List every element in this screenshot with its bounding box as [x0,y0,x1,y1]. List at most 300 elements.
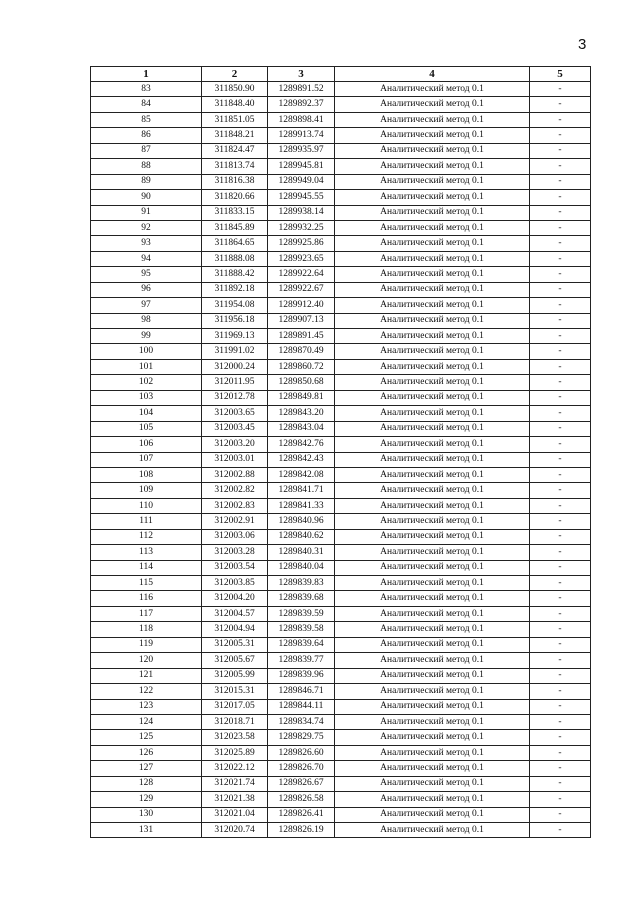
method-cell: Аналитический метод 0.1 [335,159,530,174]
method-cell: Аналитический метод 0.1 [335,761,530,776]
note-cell: - [530,823,591,838]
table-row [91,190,591,205]
point-number-cell: 122 [91,684,202,699]
method-cell: Аналитический метод 0.1 [335,637,530,652]
point-number-cell: 88 [91,159,202,174]
y-coordinate-cell: 1289841.33 [268,498,335,513]
y-coordinate-cell: 1289839.83 [268,576,335,591]
note-cell: - [530,344,591,359]
table-row [91,406,591,421]
method-cell: Аналитический метод 0.1 [335,714,530,729]
x-coordinate-cell: 311850.90 [202,82,268,97]
y-coordinate-cell: 1289846.71 [268,684,335,699]
table-row [91,143,591,158]
note-cell: - [530,761,591,776]
table-row [91,591,591,606]
x-coordinate-cell: 311851.05 [202,112,268,127]
note-cell: - [530,560,591,575]
y-coordinate-cell: 1289945.55 [268,190,335,205]
x-coordinate-cell: 312003.20 [202,437,268,452]
method-cell: Аналитический метод 0.1 [335,390,530,405]
table-row [91,684,591,699]
x-coordinate-cell: 312002.82 [202,483,268,498]
point-number-cell: 92 [91,220,202,235]
y-coordinate-cell: 1289892.37 [268,97,335,112]
y-coordinate-cell: 1289922.64 [268,267,335,282]
method-cell: Аналитический метод 0.1 [335,406,530,421]
y-coordinate-cell: 1289826.58 [268,792,335,807]
point-number-cell: 112 [91,529,202,544]
method-cell: Аналитический метод 0.1 [335,251,530,266]
table-row [91,576,591,591]
method-cell: Аналитический метод 0.1 [335,375,530,390]
note-cell: - [530,622,591,637]
x-coordinate-cell: 312003.54 [202,560,268,575]
note-cell: - [530,668,591,683]
x-coordinate-cell: 312020.74 [202,823,268,838]
table-row [91,112,591,127]
y-coordinate-cell: 1289913.74 [268,128,335,143]
point-number-cell: 97 [91,298,202,313]
table-row [91,359,591,374]
table-body [91,82,591,838]
y-coordinate-cell: 1289932.25 [268,220,335,235]
method-cell: Аналитический метод 0.1 [335,267,530,282]
point-number-cell: 129 [91,792,202,807]
point-number-cell: 96 [91,282,202,297]
method-cell: Аналитический метод 0.1 [335,359,530,374]
x-coordinate-cell: 312017.05 [202,699,268,714]
method-cell: Аналитический метод 0.1 [335,745,530,760]
note-cell: - [530,406,591,421]
note-cell: - [530,251,591,266]
x-coordinate-cell: 312003.28 [202,545,268,560]
note-cell: - [530,745,591,760]
table-row [91,82,591,97]
y-coordinate-cell: 1289840.04 [268,560,335,575]
table-row [91,344,591,359]
point-number-cell: 109 [91,483,202,498]
column-header: 3 [268,67,335,82]
x-coordinate-cell: 312025.89 [202,745,268,760]
note-cell: - [530,714,591,729]
method-cell: Аналитический метод 0.1 [335,514,530,529]
method-cell: Аналитический метод 0.1 [335,545,530,560]
y-coordinate-cell: 1289840.62 [268,529,335,544]
note-cell: - [530,128,591,143]
x-coordinate-cell: 312003.85 [202,576,268,591]
x-coordinate-cell: 311848.21 [202,128,268,143]
method-cell: Аналитический метод 0.1 [335,807,530,822]
table-row [91,267,591,282]
x-coordinate-cell: 312002.83 [202,498,268,513]
point-number-cell: 128 [91,776,202,791]
note-cell: - [530,452,591,467]
method-cell: Аналитический метод 0.1 [335,606,530,621]
table-row [91,437,591,452]
method-cell: Аналитический метод 0.1 [335,498,530,513]
y-coordinate-cell: 1289843.20 [268,406,335,421]
y-coordinate-cell: 1289840.31 [268,545,335,560]
x-coordinate-cell: 311845.89 [202,220,268,235]
point-number-cell: 107 [91,452,202,467]
y-coordinate-cell: 1289945.81 [268,159,335,174]
point-number-cell: 119 [91,637,202,652]
note-cell: - [530,437,591,452]
method-cell: Аналитический метод 0.1 [335,112,530,127]
x-coordinate-cell: 311888.42 [202,267,268,282]
table-row [91,745,591,760]
method-cell: Аналитический метод 0.1 [335,591,530,606]
point-number-cell: 114 [91,560,202,575]
x-coordinate-cell: 312004.94 [202,622,268,637]
table-row [91,807,591,822]
note-cell: - [530,684,591,699]
y-coordinate-cell: 1289839.77 [268,653,335,668]
point-number-cell: 93 [91,236,202,251]
point-number-cell: 120 [91,653,202,668]
x-coordinate-cell: 311824.47 [202,143,268,158]
x-coordinate-cell: 311813.74 [202,159,268,174]
x-coordinate-cell: 311969.13 [202,329,268,344]
x-coordinate-cell: 311816.38 [202,174,268,189]
point-number-cell: 104 [91,406,202,421]
column-header: 1 [91,67,202,82]
x-coordinate-cell: 312003.65 [202,406,268,421]
note-cell: - [530,807,591,822]
method-cell: Аналитический метод 0.1 [335,236,530,251]
table-row [91,637,591,652]
table-row [91,313,591,328]
table-row [91,390,591,405]
method-cell: Аналитический метод 0.1 [335,730,530,745]
y-coordinate-cell: 1289860.72 [268,359,335,374]
point-number-cell: 101 [91,359,202,374]
note-cell: - [530,576,591,591]
page-number: 3 [578,36,587,53]
method-cell: Аналитический метод 0.1 [335,668,530,683]
y-coordinate-cell: 1289844.11 [268,699,335,714]
note-cell: - [530,637,591,652]
point-number-cell: 105 [91,421,202,436]
point-number-cell: 124 [91,714,202,729]
y-coordinate-cell: 1289925.86 [268,236,335,251]
table-row [91,498,591,513]
note-cell: - [530,112,591,127]
x-coordinate-cell: 311833.15 [202,205,268,220]
table-row [91,622,591,637]
method-cell: Аналитический метод 0.1 [335,313,530,328]
table-row [91,97,591,112]
method-cell: Аналитический метод 0.1 [335,467,530,482]
method-cell: Аналитический метод 0.1 [335,792,530,807]
note-cell: - [530,267,591,282]
table-row [91,668,591,683]
method-cell: Аналитический метод 0.1 [335,653,530,668]
note-cell: - [530,390,591,405]
table-row [91,699,591,714]
point-number-cell: 118 [91,622,202,637]
y-coordinate-cell: 1289898.41 [268,112,335,127]
point-number-cell: 99 [91,329,202,344]
table-row [91,545,591,560]
method-cell: Аналитический метод 0.1 [335,437,530,452]
note-cell: - [530,174,591,189]
x-coordinate-cell: 312002.91 [202,514,268,529]
method-cell: Аналитический метод 0.1 [335,174,530,189]
note-cell: - [530,236,591,251]
method-cell: Аналитический метод 0.1 [335,622,530,637]
point-number-cell: 127 [91,761,202,776]
table-row [91,329,591,344]
point-number-cell: 123 [91,699,202,714]
x-coordinate-cell: 312015.31 [202,684,268,699]
x-coordinate-cell: 312021.04 [202,807,268,822]
note-cell: - [530,159,591,174]
method-cell: Аналитический метод 0.1 [335,452,530,467]
point-number-cell: 98 [91,313,202,328]
point-number-cell: 95 [91,267,202,282]
x-coordinate-cell: 312000.24 [202,359,268,374]
y-coordinate-cell: 1289843.04 [268,421,335,436]
note-cell: - [530,282,591,297]
y-coordinate-cell: 1289829.75 [268,730,335,745]
x-coordinate-cell: 311820.66 [202,190,268,205]
table-row [91,298,591,313]
point-number-cell: 102 [91,375,202,390]
y-coordinate-cell: 1289949.04 [268,174,335,189]
x-coordinate-cell: 312023.58 [202,730,268,745]
x-coordinate-cell: 311991.02 [202,344,268,359]
note-cell: - [530,298,591,313]
x-coordinate-cell: 311956.18 [202,313,268,328]
point-number-cell: 121 [91,668,202,683]
x-coordinate-cell: 312012.78 [202,390,268,405]
y-coordinate-cell: 1289907.13 [268,313,335,328]
y-coordinate-cell: 1289891.45 [268,329,335,344]
method-cell: Аналитический метод 0.1 [335,483,530,498]
x-coordinate-cell: 312022.12 [202,761,268,776]
point-number-cell: 131 [91,823,202,838]
y-coordinate-cell: 1289840.96 [268,514,335,529]
point-number-cell: 116 [91,591,202,606]
x-coordinate-cell: 312004.20 [202,591,268,606]
y-coordinate-cell: 1289935.97 [268,143,335,158]
method-cell: Аналитический метод 0.1 [335,205,530,220]
point-number-cell: 130 [91,807,202,822]
table-row [91,452,591,467]
note-cell: - [530,591,591,606]
point-number-cell: 84 [91,97,202,112]
method-cell: Аналитический метод 0.1 [335,298,530,313]
point-number-cell: 87 [91,143,202,158]
y-coordinate-cell: 1289912.40 [268,298,335,313]
note-cell: - [530,606,591,621]
note-cell: - [530,514,591,529]
table-row [91,792,591,807]
coordinates-table [90,66,591,838]
method-cell: Аналитический метод 0.1 [335,776,530,791]
note-cell: - [530,190,591,205]
table-row [91,375,591,390]
y-coordinate-cell: 1289839.64 [268,637,335,652]
note-cell: - [530,529,591,544]
table-row [91,159,591,174]
point-number-cell: 89 [91,174,202,189]
note-cell: - [530,545,591,560]
method-cell: Аналитический метод 0.1 [335,282,530,297]
x-coordinate-cell: 312002.88 [202,467,268,482]
method-cell: Аналитический метод 0.1 [335,220,530,235]
note-cell: - [530,313,591,328]
x-coordinate-cell: 311888.08 [202,251,268,266]
y-coordinate-cell: 1289891.52 [268,82,335,97]
method-cell: Аналитический метод 0.1 [335,344,530,359]
table-row [91,174,591,189]
x-coordinate-cell: 311848.40 [202,97,268,112]
y-coordinate-cell: 1289842.76 [268,437,335,452]
table-row [91,282,591,297]
column-header: 2 [202,67,268,82]
x-coordinate-cell: 311954.08 [202,298,268,313]
x-coordinate-cell: 312018.71 [202,714,268,729]
table-row [91,205,591,220]
method-cell: Аналитический метод 0.1 [335,823,530,838]
note-cell: - [530,776,591,791]
table-row [91,514,591,529]
table-row [91,823,591,838]
y-coordinate-cell: 1289850.68 [268,375,335,390]
point-number-cell: 126 [91,745,202,760]
point-number-cell: 108 [91,467,202,482]
y-coordinate-cell: 1289922.67 [268,282,335,297]
note-cell: - [530,483,591,498]
table-row [91,220,591,235]
x-coordinate-cell: 312005.67 [202,653,268,668]
table-row [91,128,591,143]
y-coordinate-cell: 1289849.81 [268,390,335,405]
y-coordinate-cell: 1289834.74 [268,714,335,729]
x-coordinate-cell: 312011.95 [202,375,268,390]
y-coordinate-cell: 1289839.59 [268,606,335,621]
table-row [91,714,591,729]
note-cell: - [530,97,591,112]
x-coordinate-cell: 311892.18 [202,282,268,297]
y-coordinate-cell: 1289842.43 [268,452,335,467]
table-row [91,606,591,621]
point-number-cell: 113 [91,545,202,560]
point-number-cell: 115 [91,576,202,591]
note-cell: - [530,205,591,220]
table-row [91,467,591,482]
point-number-cell: 85 [91,112,202,127]
point-number-cell: 125 [91,730,202,745]
table-row [91,560,591,575]
method-cell: Аналитический метод 0.1 [335,143,530,158]
note-cell: - [530,82,591,97]
point-number-cell: 94 [91,251,202,266]
note-cell: - [530,792,591,807]
y-coordinate-cell: 1289839.96 [268,668,335,683]
note-cell: - [530,329,591,344]
table-row [91,730,591,745]
note-cell: - [530,498,591,513]
point-number-cell: 117 [91,606,202,621]
table-row [91,421,591,436]
point-number-cell: 91 [91,205,202,220]
table-row [91,529,591,544]
method-cell: Аналитический метод 0.1 [335,699,530,714]
y-coordinate-cell: 1289826.60 [268,745,335,760]
note-cell: - [530,699,591,714]
y-coordinate-cell: 1289826.67 [268,776,335,791]
method-cell: Аналитический метод 0.1 [335,529,530,544]
method-cell: Аналитический метод 0.1 [335,576,530,591]
method-cell: Аналитический метод 0.1 [335,329,530,344]
y-coordinate-cell: 1289826.19 [268,823,335,838]
note-cell: - [530,653,591,668]
x-coordinate-cell: 312004.57 [202,606,268,621]
point-number-cell: 106 [91,437,202,452]
x-coordinate-cell: 311864.65 [202,236,268,251]
y-coordinate-cell: 1289938.14 [268,205,335,220]
method-cell: Аналитический метод 0.1 [335,190,530,205]
table-row [91,483,591,498]
y-coordinate-cell: 1289923.65 [268,251,335,266]
x-coordinate-cell: 312003.01 [202,452,268,467]
method-cell: Аналитический метод 0.1 [335,128,530,143]
table-row [91,251,591,266]
point-number-cell: 103 [91,390,202,405]
y-coordinate-cell: 1289826.41 [268,807,335,822]
table-header-row [91,67,591,82]
y-coordinate-cell: 1289842.08 [268,467,335,482]
method-cell: Аналитический метод 0.1 [335,684,530,699]
note-cell: - [530,467,591,482]
note-cell: - [530,220,591,235]
x-coordinate-cell: 312003.45 [202,421,268,436]
point-number-cell: 100 [91,344,202,359]
table-row [91,653,591,668]
note-cell: - [530,421,591,436]
y-coordinate-cell: 1289870.49 [268,344,335,359]
point-number-cell: 86 [91,128,202,143]
method-cell: Аналитический метод 0.1 [335,97,530,112]
y-coordinate-cell: 1289839.68 [268,591,335,606]
x-coordinate-cell: 312003.06 [202,529,268,544]
y-coordinate-cell: 1289839.58 [268,622,335,637]
point-number-cell: 90 [91,190,202,205]
y-coordinate-cell: 1289841.71 [268,483,335,498]
point-number-cell: 83 [91,82,202,97]
point-number-cell: 110 [91,498,202,513]
note-cell: - [530,359,591,374]
table-row [91,776,591,791]
column-header: 4 [335,67,530,82]
x-coordinate-cell: 312005.99 [202,668,268,683]
method-cell: Аналитический метод 0.1 [335,82,530,97]
note-cell: - [530,730,591,745]
note-cell: - [530,375,591,390]
note-cell: - [530,143,591,158]
table-row [91,236,591,251]
column-header: 5 [530,67,591,82]
method-cell: Аналитический метод 0.1 [335,421,530,436]
x-coordinate-cell: 312005.31 [202,637,268,652]
y-coordinate-cell: 1289826.70 [268,761,335,776]
x-coordinate-cell: 312021.74 [202,776,268,791]
point-number-cell: 111 [91,514,202,529]
